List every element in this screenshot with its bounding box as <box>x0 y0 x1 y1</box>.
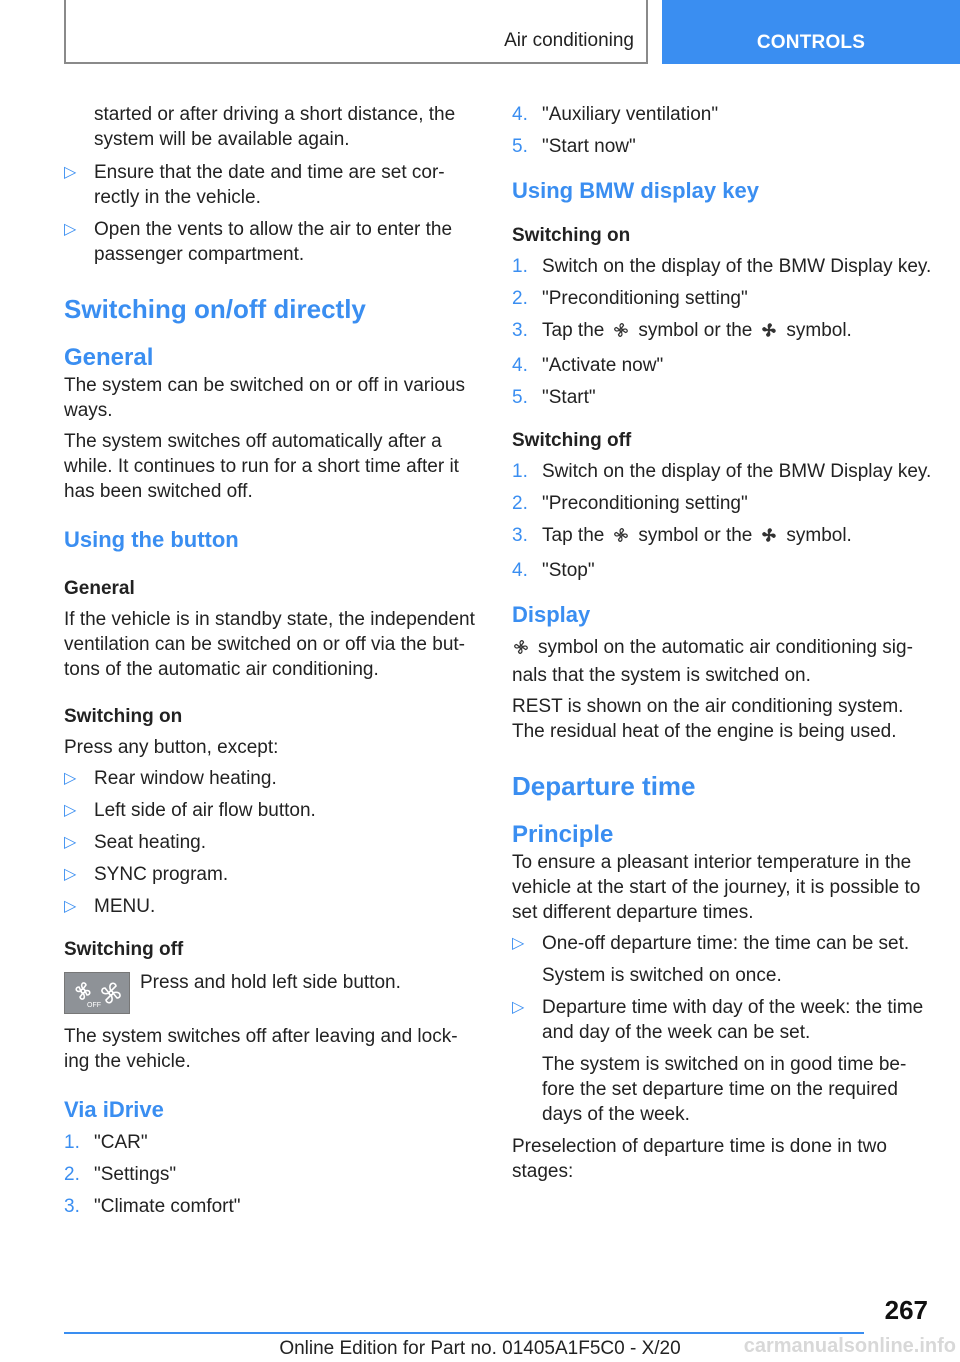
list-item: 2. "Preconditioning setting" <box>512 288 748 309</box>
heading-display-key: Using BMW display key <box>512 178 759 203</box>
bullet-icon: ▷ <box>64 866 77 883</box>
list-item: 3. Tap the symbol or the symbol. <box>512 523 932 551</box>
subheading-switching-on: Switching on <box>512 225 631 246</box>
list-item: 1. Switch on the display of the BMW Display key. <box>512 256 932 277</box>
button-instruction: Press and hold left side button. <box>140 972 401 993</box>
heading-principle: Principle <box>512 821 614 848</box>
fan-icon <box>760 321 778 346</box>
list-item: 4. "Stop" <box>512 560 595 581</box>
button-illustration-row <box>64 972 480 1016</box>
paragraph: If the vehicle is in standby state, the independent ventilation can be switched on or off via the but‐tons of the automatic air conditioning. <box>64 609 475 680</box>
list-item: 1. "CAR" <box>64 1132 148 1153</box>
paragraph: Preselection of departure time is done in two stages: <box>512 1136 887 1182</box>
right-column <box>512 102 932 1184</box>
paragraph: The system switches off automatically after a while. It continues to run for a short time after it has been switched off. <box>64 431 459 502</box>
list-item: ▷ Open the vents to allow the air to enter the passenger compartment. <box>64 219 453 265</box>
idrive-steps-continued <box>512 102 932 159</box>
paragraph: To ensure a pleasant interior temperature in the vehicle at the start of the journey, it is possible to set different departure times. <box>512 852 921 923</box>
paragraph: REST is shown on the air conditioning system. The residual heat of the engine is being used. <box>512 696 904 742</box>
subheading-switching-on: Switching on <box>64 706 183 727</box>
list-item: 3. "Climate comfort" <box>64 1196 241 1217</box>
fan-icon <box>612 321 630 346</box>
list-item: 2. "Preconditioning setting" <box>512 493 748 514</box>
bullet-list-top <box>64 160 480 267</box>
fan-icon <box>512 638 530 663</box>
fan-icon <box>760 526 778 551</box>
paragraph: The system switches off after leaving and lock‐ing the vehicle. <box>64 1026 458 1072</box>
header-chapter-box <box>662 0 960 64</box>
bullet-list-departure <box>512 931 932 1127</box>
list-item: ▷ SYNC program. <box>64 864 229 885</box>
svg-text:OFF: OFF <box>87 1002 101 1009</box>
list-item: ▷ Ensure that the date and time are set cor‐rectly in the vehicle. <box>64 162 445 208</box>
bullet-icon: ▷ <box>512 999 525 1016</box>
bullet-icon: ▷ <box>64 164 77 181</box>
subheading-switching-off: Switching off <box>512 430 632 451</box>
continued-text: started or after driving a short distance, the system will be available again. <box>94 104 456 150</box>
bullet-icon: ▷ <box>64 221 77 238</box>
heading-using-button: Using the button <box>64 527 239 552</box>
list-item: 5. "Start now" <box>512 136 636 157</box>
heading-switching-directly: Switching on/off directly <box>64 294 366 324</box>
list-item: ▷ MENU. <box>64 896 156 917</box>
heading-departure-time: Departure time <box>512 771 696 801</box>
footer-edition: Online Edition for Part no. 01405A1F5C0 - X/20 <box>279 1338 681 1359</box>
paragraph: symbol on the automatic air conditioning sig‐nals that the system is switched on. <box>512 637 913 686</box>
bullet-icon: ▷ <box>64 770 77 787</box>
fan-off-button-icon <box>64 972 130 1014</box>
header-section-box <box>64 0 648 64</box>
fan-icon <box>612 526 630 551</box>
list-item: 5. "Start" <box>512 387 596 408</box>
list-item: ▷ Rear window heating. <box>64 768 277 789</box>
bullet-icon: ▷ <box>64 898 77 915</box>
display-key-on-steps <box>512 254 932 410</box>
idrive-steps <box>64 1130 480 1219</box>
subheading-switching-off: Switching off <box>64 939 184 960</box>
heading-display: Display <box>512 602 591 627</box>
list-item: ▷ One-off departure time: the time can be set. System is switched on once. <box>512 933 910 986</box>
header-chapter-title: CONTROLS <box>756 32 866 53</box>
display-key-off-steps <box>512 459 932 583</box>
header-section-title: Air conditioning <box>504 30 634 51</box>
left-column <box>64 102 480 1226</box>
list-item: 4. "Auxiliary ventilation" <box>512 104 719 125</box>
list-item: ▷ Left side of air flow button. <box>64 800 316 821</box>
list-item: 3. Tap the symbol or the symbol. <box>512 318 932 346</box>
bullet-icon: ▷ <box>512 935 525 952</box>
bullet-icon: ▷ <box>64 834 77 851</box>
list-item: ▷ Departure time with day of the week: the time and day of the week can be set. The system is switched on in good time be‐fore the set departure time on the required days of the week. <box>512 997 924 1125</box>
list-item: 1. Switch on the display of the BMW Display key. <box>512 461 932 482</box>
heading-general: General <box>64 344 154 371</box>
watermark: carmanualsonline.info <box>743 1335 956 1357</box>
heading-via-idrive: Via iDrive <box>64 1097 164 1122</box>
bullet-list-except <box>64 766 480 919</box>
paragraph: The system can be switched on or off in various ways. <box>64 375 465 421</box>
paragraph: Press any button, except: <box>64 737 279 758</box>
list-item: 2. "Settings" <box>64 1164 177 1185</box>
page-number: 267 <box>884 1295 928 1325</box>
subheading-general: General <box>64 578 135 599</box>
bullet-icon: ▷ <box>64 802 77 819</box>
list-item: 4. "Activate now" <box>512 355 664 376</box>
list-item: ▷ Seat heating. <box>64 832 206 853</box>
